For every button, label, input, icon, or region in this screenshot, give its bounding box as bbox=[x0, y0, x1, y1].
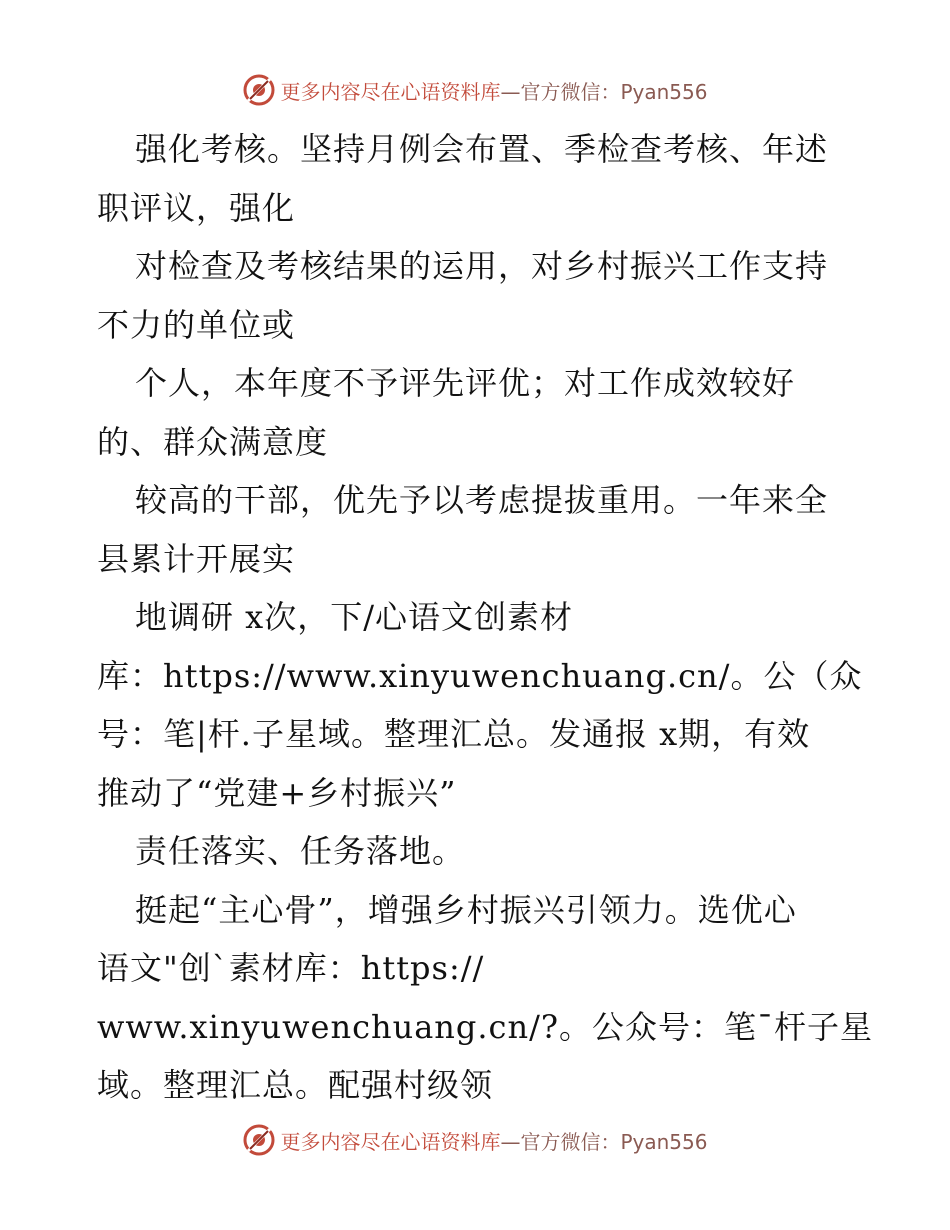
banner-text-rest: —官方微信：Pyan556 bbox=[500, 79, 708, 104]
logo-icon bbox=[242, 73, 276, 107]
banner-text-red: 更多内容尽在心语资料库 bbox=[280, 79, 501, 104]
text-line: 不力的单位或 bbox=[97, 305, 296, 344]
logo-icon bbox=[242, 1123, 276, 1157]
header-banner bbox=[0, 70, 950, 110]
text-line: www.xinyuwenchuang.cn/?。公众号：笔¯杆子星 bbox=[97, 1007, 874, 1046]
text-line: 挺起“主心骨”，增强乡村振兴引领力。选优心 bbox=[135, 890, 797, 929]
text-line: 县累计开展实 bbox=[97, 539, 296, 578]
text-line: 的、群众满意度 bbox=[97, 422, 329, 461]
text-line: 强化考核。坚持月例会布置、季检查考核、年述 bbox=[135, 130, 829, 168]
text-line: 号：笔|杆.子星域。整理汇总。发通报 x期，有效 bbox=[97, 715, 811, 753]
text-line: 库：https://www.xinyuwenchuang.cn/。公（众 bbox=[97, 656, 863, 695]
text-line: 较高的干部，优先予以考虑提拔重用。一年来全 bbox=[135, 481, 829, 519]
document-body bbox=[97, 120, 874, 1115]
text-line: 域。整理汇总。配强村级领 bbox=[97, 1066, 494, 1104]
text-line: 地调研 x次，下/心语文创素材 bbox=[135, 598, 574, 636]
text-line: 个人，本年度不予评先评优；对工作成效较好 bbox=[135, 364, 796, 402]
text-line: 语文"创`素材库：https:// bbox=[97, 949, 485, 987]
text-line: 责任落实、任务落地。 bbox=[135, 832, 466, 870]
banner-text bbox=[280, 76, 707, 105]
banner-text-red: 更多内容尽在心语资料库 bbox=[280, 1129, 501, 1154]
text-line: 推动了“党建+乡村振兴” bbox=[97, 773, 457, 812]
banner-text bbox=[280, 1126, 707, 1155]
text-line: 对检查及考核结果的运用，对乡村振兴工作支持 bbox=[135, 247, 829, 285]
footer-banner bbox=[0, 1120, 950, 1160]
text-line: 职评议，强化 bbox=[97, 188, 296, 227]
banner-text-rest: —官方微信：Pyan556 bbox=[500, 1129, 708, 1154]
